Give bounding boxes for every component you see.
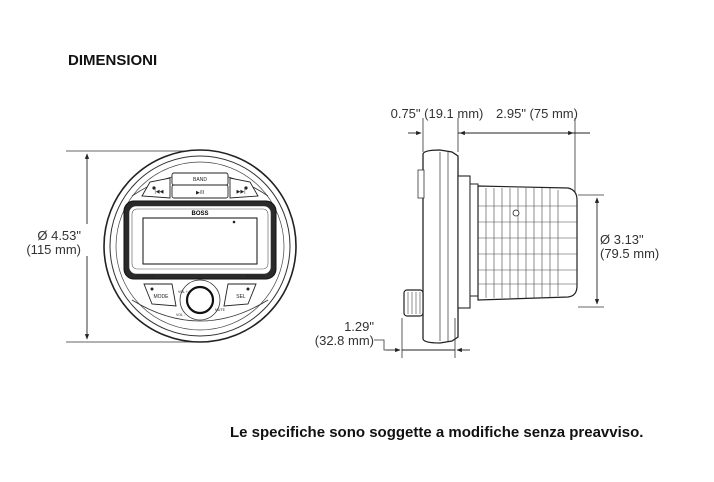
next-label: ▶▶| — [236, 189, 246, 195]
front-diameter-mm: (115 mm) — [26, 242, 81, 257]
rear-housing — [478, 186, 577, 300]
lcd-screen — [143, 218, 257, 264]
mute-label: MUTE — [215, 308, 225, 312]
rear-diameter-mm: (79.5 mm) — [600, 246, 660, 261]
prev-label: |◀◀ — [154, 189, 164, 195]
model-text: MR500UAB — [136, 274, 155, 278]
side-view — [315, 106, 659, 358]
vol-minus-label: VOL - — [176, 313, 186, 317]
front-view — [26, 150, 296, 342]
bezel-depth-label: 0.75" (19.1 mm) — [390, 106, 484, 121]
mode-label: MODE — [153, 294, 169, 300]
disclaimer-text: Le specifiche sono soggette a modifiche senza preavviso. — [230, 424, 644, 441]
bluetooth-text: ✱Bluetooth — [246, 274, 264, 278]
front-diameter-in: Ø 4.53" — [37, 228, 81, 243]
play-pause-label: ▶/II — [195, 190, 205, 196]
brand-logo: BOSS — [191, 211, 209, 217]
knob-depth-mm: (32.8 mm) — [314, 333, 374, 348]
body-depth-label: 2.95" (75 mm) — [496, 106, 578, 121]
band-label: BAND — [193, 177, 207, 183]
rear-diameter-in: Ø 3.13" — [600, 232, 644, 247]
volume-knob[interactable] — [187, 287, 213, 313]
page-title: DIMENSIONI — [68, 52, 158, 69]
sel-label: SEL — [236, 294, 246, 300]
knob-depth-in: 1.29" — [344, 319, 374, 334]
vol-plus-label: VOL + — [178, 290, 188, 294]
